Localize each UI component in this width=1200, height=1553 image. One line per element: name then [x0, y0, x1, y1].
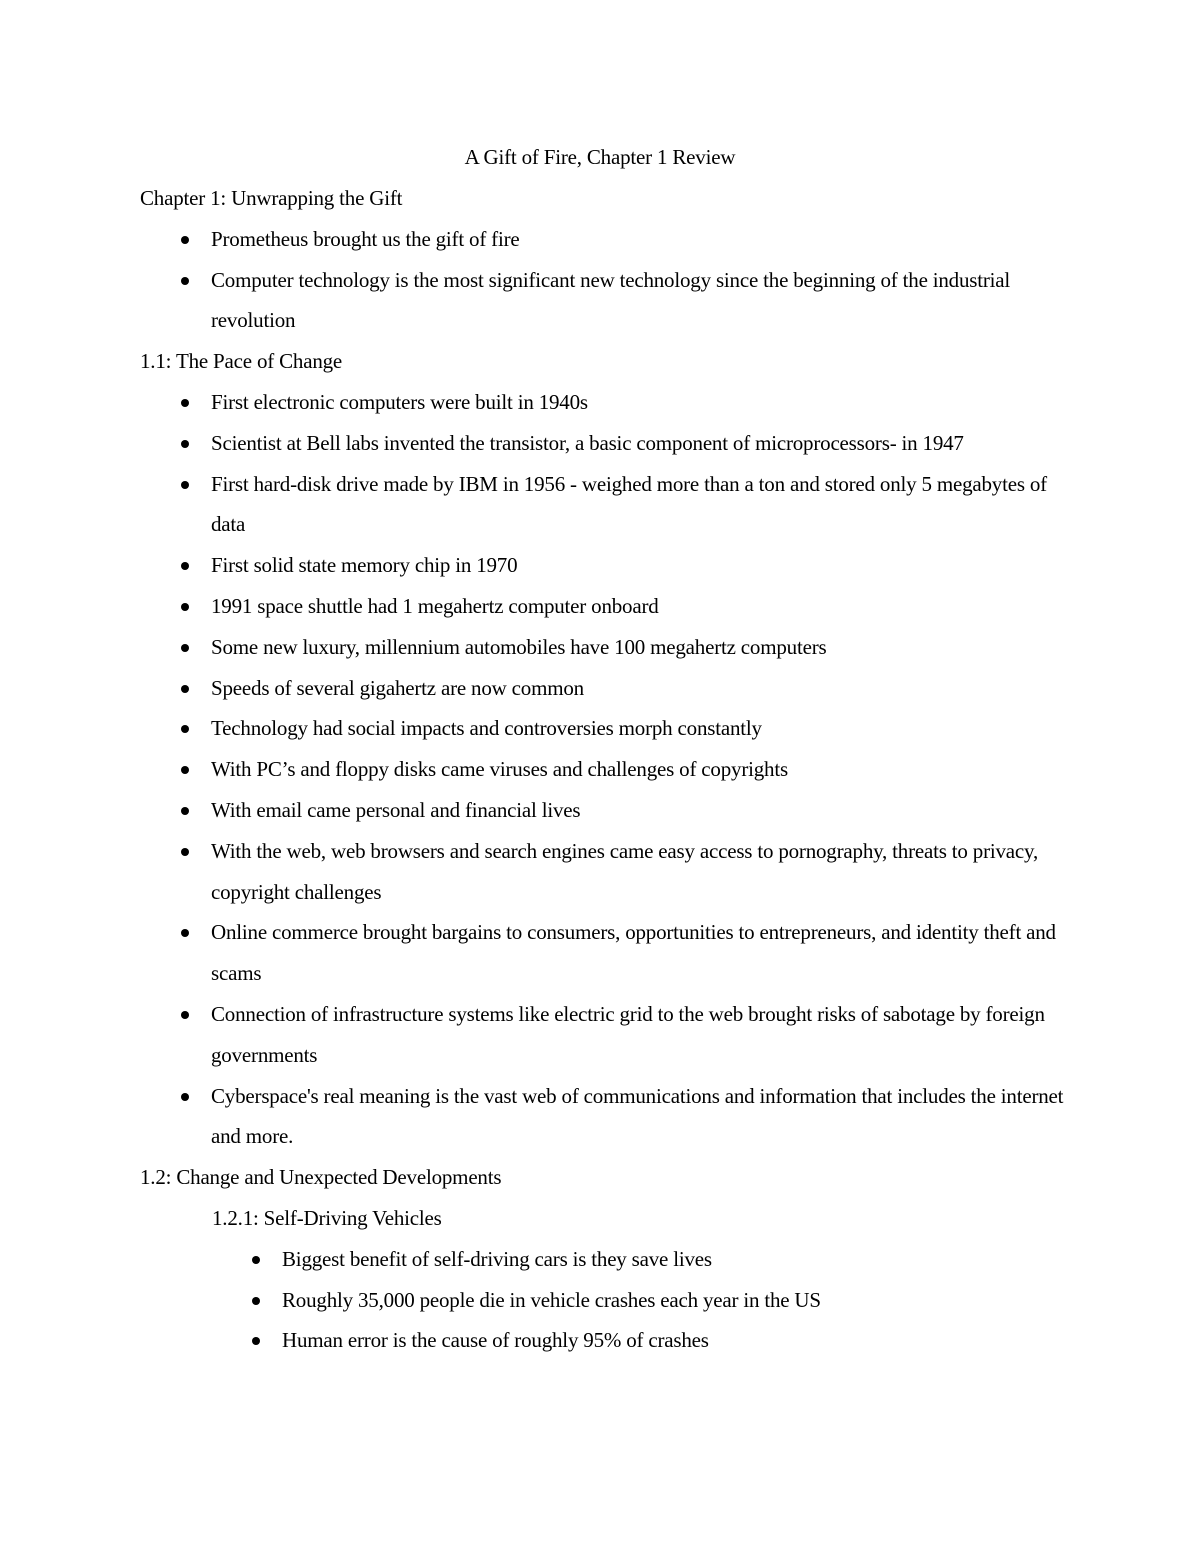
- bullet-list-1-2-1: [140, 1239, 1070, 1361]
- bullet-text: With the web, web browsers and search engines came easy access to pornography, threats to privacy, copyright challenges: [211, 838, 1039, 904]
- list-item: [140, 545, 1070, 586]
- bullet-text: Human error is the cause of roughly 95% of crashes: [282, 1328, 709, 1353]
- bullet-text: First solid state memory chip in 1970: [211, 553, 518, 578]
- bullet-text: Technology had social impacts and controversies morph constantly: [211, 716, 762, 741]
- list-item: [140, 382, 1070, 423]
- list-item: [140, 994, 1070, 1076]
- list-item: [140, 1320, 1070, 1361]
- bullet-text: First hard-disk drive made by IBM in 1956 - weighed more than a ton and stored only 5 megabytes of data: [211, 471, 1047, 537]
- bullet-icon: [181, 399, 189, 407]
- section-heading-1-2: 1.2: Change and Unexpected Developments: [140, 1165, 502, 1190]
- bullet-text: Computer technology is the most significant new technology since the beginning of the industrial revolution: [211, 267, 1011, 333]
- list-item: [140, 912, 1070, 994]
- section-heading-1-1: 1.1: The Pace of Change: [140, 349, 343, 374]
- bullet-icon: [181, 725, 189, 733]
- list-item: [140, 260, 1070, 342]
- bullet-text: Biggest benefit of self-driving cars is they save lives: [282, 1246, 712, 1271]
- list-item: [140, 749, 1070, 790]
- bullet-icon: [181, 277, 189, 285]
- bullet-icon: [181, 236, 189, 244]
- list-item: [140, 668, 1070, 709]
- bullet-text: Prometheus brought us the gift of fire: [211, 226, 520, 251]
- list-item: [140, 1076, 1070, 1158]
- list-item: [140, 627, 1070, 668]
- list-item: [140, 1280, 1070, 1321]
- list-item: [140, 423, 1070, 464]
- bullet-icon: [181, 440, 189, 448]
- document-title: A Gift of Fire, Chapter 1 Review: [464, 145, 736, 169]
- bullet-text: Some new luxury, millennium automobiles have 100 megahertz computers: [211, 634, 827, 659]
- bullet-text: First electronic computers were built in 1940s: [211, 389, 588, 414]
- bullet-icon: [181, 644, 189, 652]
- bullet-text: With PC’s and floppy disks came viruses and challenges of copyrights: [211, 757, 788, 782]
- list-item: [140, 708, 1070, 749]
- list-item: [140, 219, 1070, 260]
- list-item: [140, 831, 1070, 913]
- bullet-icon: [181, 1011, 189, 1019]
- bullet-icon: [181, 766, 189, 774]
- bullet-icon: [181, 603, 189, 611]
- bullet-text: With email came personal and financial lives: [211, 797, 581, 822]
- bullet-text: 1991 space shuttle had 1 megahertz computer onboard: [211, 593, 659, 618]
- bullet-list-1-1: [140, 382, 1070, 1157]
- bullet-icon: [181, 807, 189, 815]
- bullet-text: Online commerce brought bargains to consumers, opportunities to entrepreneurs, and identity theft and scams: [211, 920, 1056, 986]
- bullet-list-chapter-1: [140, 219, 1070, 341]
- bullet-icon: [181, 848, 189, 856]
- bullet-text: Speeds of several gigahertz are now common: [211, 675, 584, 700]
- bullet-icon: [181, 685, 189, 693]
- section-heading-chapter-1: Chapter 1: Unwrapping the Gift: [140, 186, 403, 210]
- list-item: [140, 586, 1070, 627]
- bullet-text: Scientist at Bell labs invented the transistor, a basic component of microprocessors- in 1947: [211, 430, 964, 455]
- bullet-icon: [181, 929, 189, 937]
- bullet-icon: [252, 1256, 260, 1264]
- bullet-icon: [181, 1093, 189, 1101]
- bullet-text: Connection of infrastructure systems like electric grid to the web brought risks of sabotage by foreign governments: [211, 1001, 1045, 1067]
- bullet-icon: [252, 1337, 260, 1345]
- list-item: [140, 790, 1070, 831]
- bullet-text: Cyberspace's real meaning is the vast web of communications and information that includes the internet and more.: [211, 1083, 1064, 1149]
- subsection-heading-1-2-1: 1.2.1: Self-Driving Vehicles: [212, 1205, 442, 1230]
- list-item: [140, 464, 1070, 546]
- bullet-icon: [181, 562, 189, 570]
- bullet-text: Roughly 35,000 people die in vehicle crashes each year in the US: [282, 1287, 821, 1312]
- bullet-icon: [252, 1297, 260, 1305]
- list-item: [140, 1239, 1070, 1280]
- document-body: [140, 178, 1070, 1361]
- bullet-icon: [181, 481, 189, 489]
